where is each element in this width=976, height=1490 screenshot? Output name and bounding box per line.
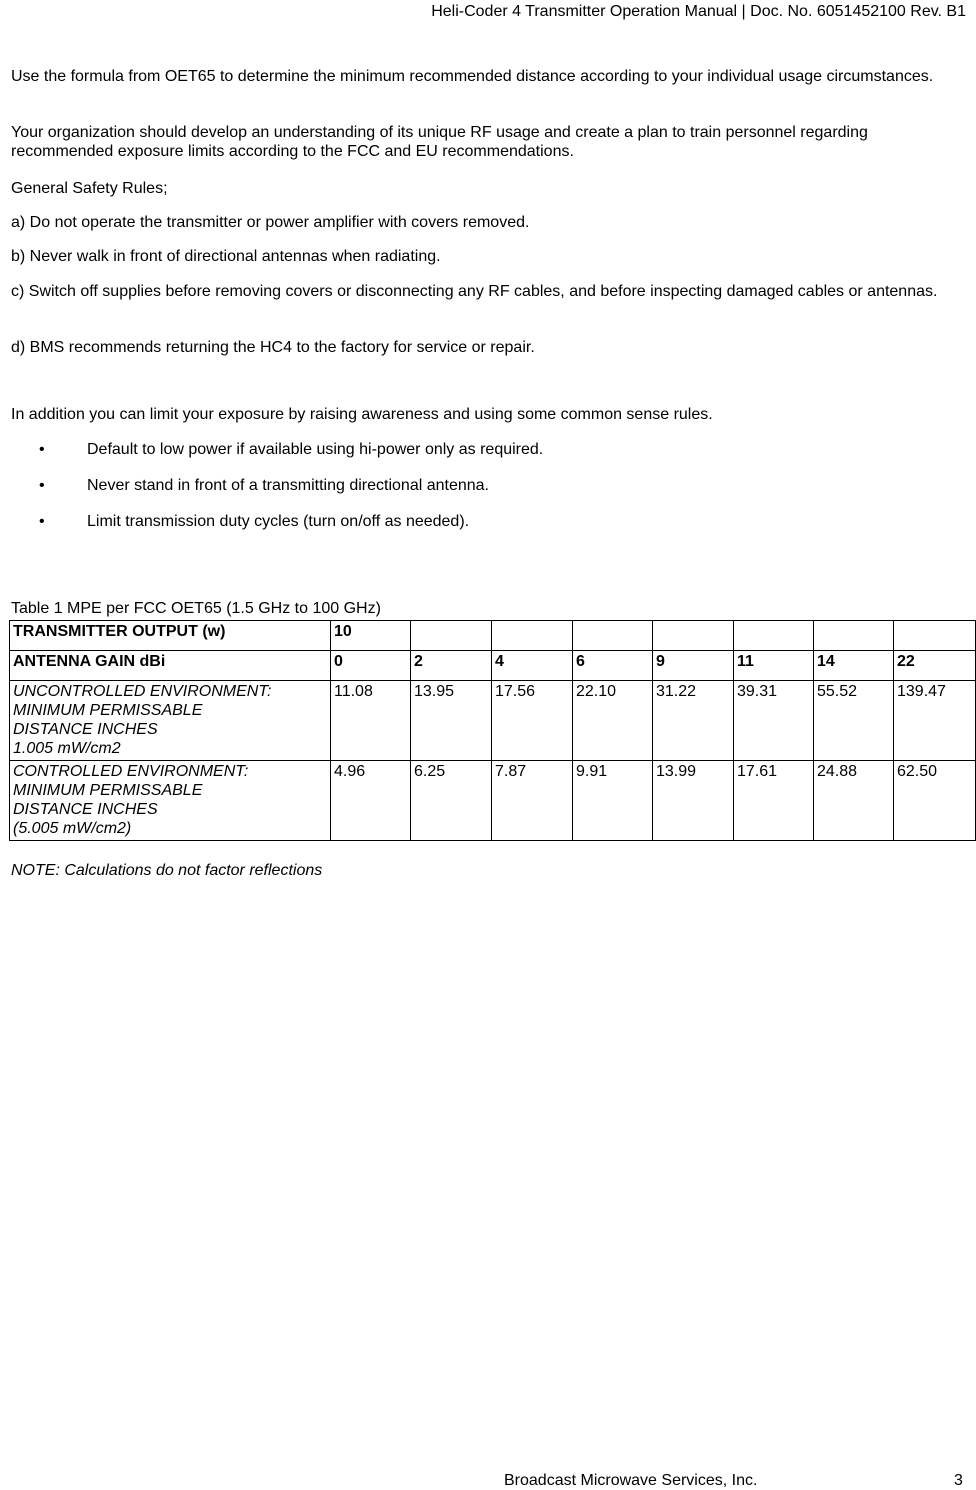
row-label: UNCONTROLLED ENVIRONMENT: MINIMUM PERMISSABLE DISTANCE INCHES 1.005 mW/cm2 <box>10 681 331 761</box>
bullet-glyph: • <box>39 513 45 530</box>
paragraph-rf-training: Your organization should develop an understanding of its unique RF usage and create a plan to train personnel regarding recommended exposure limits according to the FCC and EU recommendations. <box>11 124 868 160</box>
table-cell: 17.61 <box>734 761 814 841</box>
table-cell: 6 <box>573 651 653 681</box>
table-cell: 2 <box>411 651 492 681</box>
table-cell <box>573 621 653 651</box>
page-number: 3 <box>954 1472 963 1489</box>
table-cell: 24.88 <box>814 761 894 841</box>
safety-rule-a: a) Do not operate the transmitter or power amplifier with covers removed. <box>11 214 530 231</box>
table-cell <box>411 621 492 651</box>
table-note: NOTE: Calculations do not factor reflections <box>11 862 323 879</box>
table-row <box>10 681 976 761</box>
table-cell <box>894 621 976 651</box>
table-cell: 11 <box>734 651 814 681</box>
safety-rule-c: c) Switch off supplies before removing covers or disconnecting any RF cables, and before inspecting damaged cables or antennas. <box>11 283 938 300</box>
table-cell: 4.96 <box>331 761 411 841</box>
table-cell: 9 <box>653 651 734 681</box>
table-cell <box>734 621 814 651</box>
footer-company: Broadcast Microwave Services, Inc. <box>504 1472 758 1489</box>
table-cell: 22 <box>894 651 976 681</box>
table-cell: 22.10 <box>573 681 653 761</box>
table-cell: 55.52 <box>814 681 894 761</box>
table-cell: 13.95 <box>411 681 492 761</box>
page-header: Heli-Coder 4 Transmitter Operation Manual | Doc. No. 6051452100 Rev. B1 <box>431 3 966 20</box>
table-cell <box>492 621 573 651</box>
mpe-table <box>9 620 976 841</box>
table-cell: 31.22 <box>653 681 734 761</box>
table-cell <box>814 621 894 651</box>
table-cell: 39.31 <box>734 681 814 761</box>
table-cell: 10 <box>331 621 411 651</box>
safety-rule-b: b) Never walk in front of directional antennas when radiating. <box>11 248 441 265</box>
table-cell: 4 <box>492 651 573 681</box>
table-cell: 14 <box>814 651 894 681</box>
table-row <box>10 761 976 841</box>
table-cell: 9.91 <box>573 761 653 841</box>
table-cell: 0 <box>331 651 411 681</box>
row-label: ANTENNA GAIN dBi <box>10 651 331 681</box>
row-label: CONTROLLED ENVIRONMENT: MINIMUM PERMISSABLE DISTANCE INCHES (5.005 mW/cm2) <box>10 761 331 841</box>
safety-rule-d: d) BMS recommends returning the HC4 to the factory for service or repair. <box>11 339 535 356</box>
table-cell: 11.08 <box>331 681 411 761</box>
table-cell <box>653 621 734 651</box>
table-row <box>10 651 976 681</box>
paragraph-safety-rules-heading: General Safety Rules; <box>11 180 168 197</box>
table-cell: 7.87 <box>492 761 573 841</box>
bullet-glyph: • <box>39 441 45 458</box>
table-cell: 6.25 <box>411 761 492 841</box>
table-cell: 62.50 <box>894 761 976 841</box>
bullet-glyph: • <box>39 477 45 494</box>
row-label: TRANSMITTER OUTPUT (w) <box>10 621 331 651</box>
paragraph-oet65-formula: Use the formula from OET65 to determine the minimum recommended distance according to your individual usage circumstances. <box>11 68 934 85</box>
table-cell: 17.56 <box>492 681 573 761</box>
table-cell: 13.99 <box>653 761 734 841</box>
table-row <box>10 621 976 651</box>
table-cell: 139.47 <box>894 681 976 761</box>
paragraph-awareness: In addition you can limit your exposure by raising awareness and using some common sense rules. <box>11 406 713 423</box>
table-caption: Table 1 MPE per FCC OET65 (1.5 GHz to 100 GHz) <box>11 600 381 617</box>
